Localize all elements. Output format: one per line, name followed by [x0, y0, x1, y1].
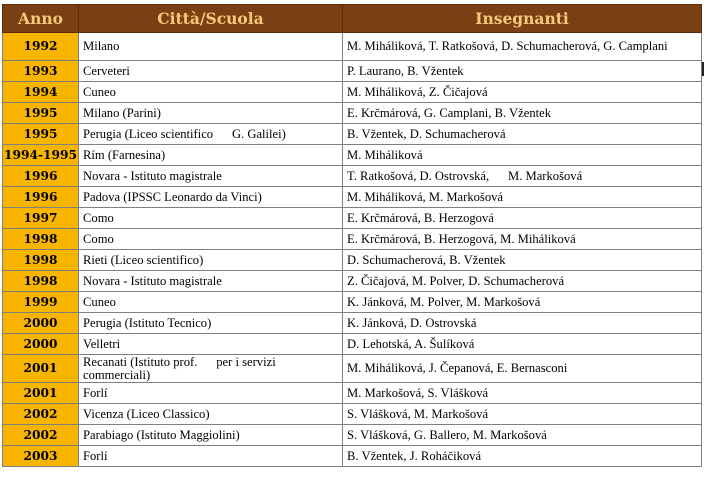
- teachers-cell: P. Laurano, B. Vžentek: [343, 61, 702, 82]
- teachers-cell: M. Miháliková: [343, 145, 702, 166]
- city-cell: Recanati (Istituto prof. per i servizi commerciali): [79, 355, 343, 383]
- schools-table-container: [2, 4, 701, 467]
- city-cell: Rím (Farnesina): [79, 145, 343, 166]
- teachers-cell: M. Miháliková, T. Ratkošová, D. Schumacherová, G. Camplani: [343, 33, 702, 61]
- table-row: [3, 124, 702, 145]
- teachers-cell: B. Vžentek, D. Schumacherová: [343, 124, 702, 145]
- teachers-cell: S. Vlášková, G. Ballero, M. Markošová: [343, 425, 702, 446]
- teachers-cell: K. Jánková, M. Polver, M. Markošová: [343, 292, 702, 313]
- teachers-cell: M. Miháliková, Z. Čičajová: [343, 82, 702, 103]
- city-cell: Forlí: [79, 383, 343, 404]
- year-cell: 2000: [3, 334, 79, 355]
- table-row: [3, 292, 702, 313]
- teachers-cell: D. Schumacherová, B. Vžentek: [343, 250, 702, 271]
- table-row: [3, 425, 702, 446]
- teachers-cell: M. Markošová, S. Vlášková: [343, 383, 702, 404]
- city-cell: Velletri: [79, 334, 343, 355]
- city-cell: Milano: [79, 33, 343, 61]
- table-row: [3, 446, 702, 467]
- year-cell: 1999: [3, 292, 79, 313]
- table-row: [3, 166, 702, 187]
- header-city: Città/Scuola: [79, 5, 343, 33]
- teachers-cell: D. Lehotská, A. Šulíková: [343, 334, 702, 355]
- city-cell: Cuneo: [79, 292, 343, 313]
- city-cell: Padova (IPSSC Leonardo da Vinci): [79, 187, 343, 208]
- teachers-cell: M. Miháliková, J. Čepanová, E. Bernasconi: [343, 355, 702, 383]
- table-row: [3, 313, 702, 334]
- year-cell: 1994: [3, 82, 79, 103]
- year-cell: 1998: [3, 271, 79, 292]
- table-header: [3, 5, 702, 33]
- year-cell: 1996: [3, 187, 79, 208]
- table-row: [3, 383, 702, 404]
- year-cell: 1992: [3, 33, 79, 61]
- city-cell: Novara - Istituto magistrale: [79, 271, 343, 292]
- year-cell: 2003: [3, 446, 79, 467]
- edge-marker: [702, 62, 704, 76]
- teachers-cell: E. Krčmárová, B. Herzogová, M. Miháliková: [343, 229, 702, 250]
- year-cell: 1997: [3, 208, 79, 229]
- teachers-cell: B. Vžentek, J. Roháčiková: [343, 446, 702, 467]
- year-cell: 2001: [3, 355, 79, 383]
- city-cell: Rieti (Liceo scientifico): [79, 250, 343, 271]
- table-row: [3, 250, 702, 271]
- table-row: [3, 82, 702, 103]
- city-cell: Perugia (Liceo scientifico G. Galilei): [79, 124, 343, 145]
- year-cell: 2000: [3, 313, 79, 334]
- year-cell: 1998: [3, 229, 79, 250]
- city-cell: Cerveteri: [79, 61, 343, 82]
- table-row: [3, 355, 702, 383]
- year-cell: 1996: [3, 166, 79, 187]
- table-row: [3, 208, 702, 229]
- table-row: [3, 334, 702, 355]
- table-body: [3, 33, 702, 467]
- teachers-cell: M. Miháliková, M. Markošová: [343, 187, 702, 208]
- city-cell: Como: [79, 208, 343, 229]
- city-cell: Parabiago (Istituto Maggiolini): [79, 425, 343, 446]
- year-cell: 1994-1995: [3, 145, 79, 166]
- year-cell: 1993: [3, 61, 79, 82]
- table-row: [3, 229, 702, 250]
- table-row: [3, 145, 702, 166]
- teachers-cell: E. Krčmárová, B. Herzogová: [343, 208, 702, 229]
- teachers-cell: T. Ratkošová, D. Ostrovská, M. Markošová: [343, 166, 702, 187]
- year-cell: 1998: [3, 250, 79, 271]
- city-cell: Novara - Istituto magistrale: [79, 166, 343, 187]
- year-cell: 1995: [3, 103, 79, 124]
- year-cell: 2001: [3, 383, 79, 404]
- year-cell: 1995: [3, 124, 79, 145]
- header-year: Anno: [3, 5, 79, 33]
- city-cell: Milano (Parini): [79, 103, 343, 124]
- table-row: [3, 33, 702, 61]
- table-row: [3, 103, 702, 124]
- schools-table: [2, 4, 702, 467]
- year-cell: 2002: [3, 404, 79, 425]
- city-cell: Perugia (Istituto Tecnico): [79, 313, 343, 334]
- table-row: [3, 187, 702, 208]
- teachers-cell: K. Jánková, D. Ostrovská: [343, 313, 702, 334]
- city-cell: Como: [79, 229, 343, 250]
- table-row: [3, 271, 702, 292]
- city-cell: Cuneo: [79, 82, 343, 103]
- teachers-cell: E. Krčmárová, G. Camplani, B. Vžentek: [343, 103, 702, 124]
- city-cell: Forlí: [79, 446, 343, 467]
- teachers-cell: Z. Čičajová, M. Polver, D. Schumacherová: [343, 271, 702, 292]
- table-row: [3, 61, 702, 82]
- city-cell: Vicenza (Liceo Classico): [79, 404, 343, 425]
- year-cell: 2002: [3, 425, 79, 446]
- teachers-cell: S. Vlášková, M. Markošová: [343, 404, 702, 425]
- table-row: [3, 404, 702, 425]
- header-teachers: Insegnanti: [343, 5, 702, 33]
